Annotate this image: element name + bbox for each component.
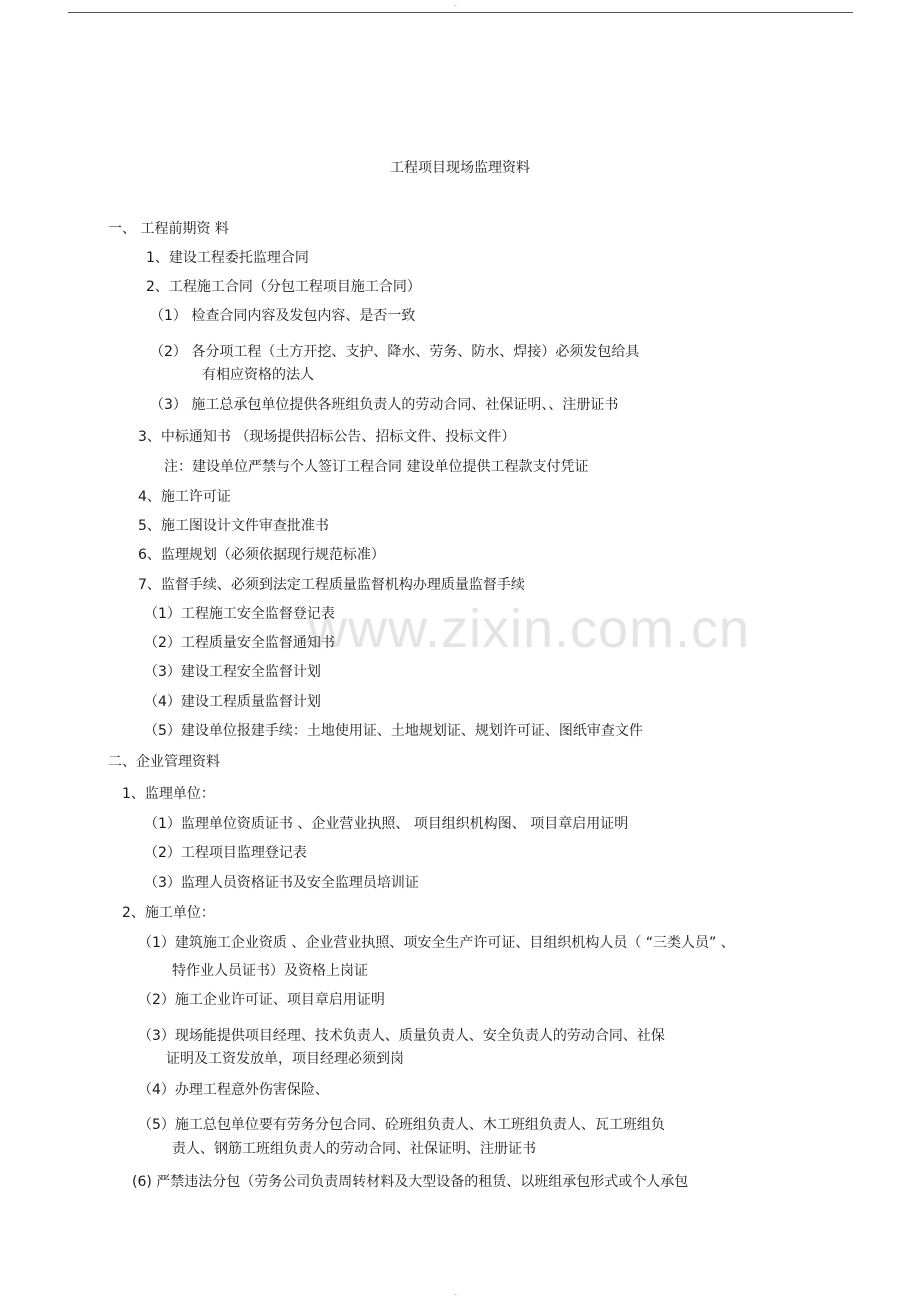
note-line: 注：建设单位严禁与个人签订工程合同 建设单位提供工程款支付凭证 [164,459,589,475]
sub-item: （1）工程施工安全监督登记表 [144,606,335,622]
list-item: 5、施工图设计文件审查批准书 [138,518,329,534]
sub-item-continuation: 证明及工资发放单，项目经理必须到岗 [166,1051,404,1067]
sub-item: （3）建设工程安全监督计划 [144,664,321,680]
sub-item-continuation: 有相应资格的法人 [202,367,314,383]
sub-item-continuation: 责人、钢筋工班组负责人的劳动合同、社保证明、注册证书 [172,1141,536,1157]
list-item: 6、监理规划（必须依据现行规范标准） [138,547,385,563]
list-item: 4、施工许可证 [138,489,231,505]
sub-item: （3） 施工总承包单位提供各班组负责人的劳动合同、社保证明、、注册证书 [150,397,619,413]
list-item: 1、监理单位： [122,786,215,802]
list-item: 3、中标通知书 （现场提供招标公告、招标文件、投标文件） [138,429,516,445]
sub-item: （2） 各分项工程（土方开挖、支护、降水、劳务、防水、焊接）必须发包给具 [150,344,640,360]
list-item: 2、工程施工合同（分包工程项目施工合同） [146,279,421,295]
document-title: 工程项目现场监理资料 [390,160,530,176]
list-item: 7、监督手续、必须到法定工程质量监督机构办理质量监督手续 [138,577,525,593]
footer-mark: - [454,1290,457,1299]
list-item: 2、施工单位： [122,905,215,921]
sub-item: （1）建筑施工企业资质 、企业营业执照、项安全生产许可证、目组织机构人员（ “三类人员” 、 [138,935,735,951]
sub-item: （2）工程质量安全监督通知书 [144,635,335,651]
sub-item: （1） 检查合同内容及发包内容、是否一致 [150,308,416,324]
sub-item: （5）建设单位报建手续：土地使用证、土地规划证、规划许可证、图纸审查文件 [144,723,643,739]
sub-item: （2）工程项目监理登记表 [144,845,307,861]
sub-item: (6) 严禁违法分包（劳务公司负责周转材料及大型设备的租赁、以班组承包形式或个人承包 [132,1174,689,1190]
section-heading: 一、 工程前期资 料 [108,221,229,237]
sub-item: （3）监理人员资格证书及安全监理员培训证 [144,875,419,891]
watermark: www.zixin.com.cn [308,599,751,659]
list-item: 1、建设工程委托监理合同 [146,250,309,266]
section-heading: 二、企业管理资料 [108,754,220,770]
header-rule [68,12,853,13]
sub-item: （4）建设工程质量监督计划 [144,694,321,710]
header-mark: - [454,1,457,10]
sub-item: （4）办理工程意外伤害保险、 [138,1082,329,1098]
sub-item-continuation: 特作业人员证书）及资格上岗证 [172,963,368,979]
sub-item: （1）监理单位资质证书 、企业营业执照、 项目组织机构图、 项目章启用证明 [144,816,629,832]
sub-item: （3）现场能提供项目经理、技术负责人、质量负责人、安全负责人的劳动合同、社保 [138,1028,665,1044]
sub-item: （2）施工企业许可证、项目章启用证明 [138,992,385,1008]
sub-item: （5）施工总包单位要有劳务分包合同、砼班组负责人、木工班组负责人、瓦工班组负 [138,1117,665,1133]
